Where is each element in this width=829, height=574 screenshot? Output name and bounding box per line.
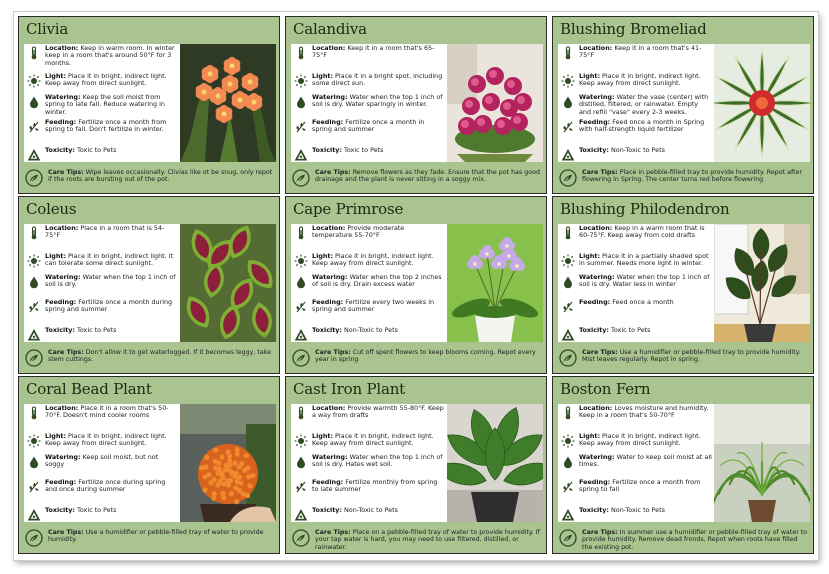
toxicity-value: Non-Toxic to Pets (611, 146, 665, 154)
sun-icon (27, 74, 41, 88)
location-label: Location: (45, 224, 79, 232)
feeding-value: Feed once a month (612, 298, 674, 306)
location-label: Location: (579, 404, 613, 412)
feeding-label: Feeding: (312, 478, 344, 486)
toxicity-label: Toxicity: (312, 506, 342, 514)
location-label: Location: (579, 44, 613, 52)
fertilizer-icon (294, 120, 308, 134)
leaf-tip-icon (559, 529, 577, 547)
watering-text (312, 274, 445, 289)
toxicity-label: Toxicity: (312, 326, 342, 334)
location-text (45, 45, 178, 67)
plant-card (18, 196, 280, 374)
plant-photo (714, 44, 810, 162)
care-tips-text (582, 349, 808, 364)
plant-card (18, 376, 280, 554)
fertilizer-icon (561, 120, 575, 134)
light-label: Light: (579, 432, 600, 440)
feeding-text (579, 479, 712, 494)
leaf-tip-icon (292, 169, 310, 187)
plant-name: Clivia (26, 20, 69, 38)
feeding-text (45, 119, 178, 134)
leaf-tip-icon (292, 529, 310, 547)
watering-value: Keep the soil moist from spring to late fall. Reduce watering in winter. (45, 93, 165, 116)
sun-icon (561, 434, 575, 448)
toxicity-label: Toxicity: (312, 146, 342, 154)
watering-label: Watering: (45, 93, 81, 101)
feeding-text (45, 299, 178, 314)
toxicity-label: Toxicity: (45, 326, 75, 334)
toxicity-text (312, 147, 445, 154)
care-info (24, 44, 180, 162)
care-tips-text (582, 169, 808, 184)
toxicity-label: Toxicity: (579, 506, 609, 514)
watering-text (312, 94, 445, 109)
sun-icon (294, 434, 308, 448)
plant-card (18, 16, 280, 194)
toxicity-value: Toxic to Pets (77, 506, 117, 514)
feeding-label: Feeding: (579, 478, 611, 486)
thermometer-icon (294, 406, 308, 420)
water-drop-icon (294, 275, 308, 289)
plant-card (285, 16, 547, 194)
light-value: Place it in a bright spot, including some direct sun. (312, 72, 443, 88)
card-body (24, 404, 276, 522)
tips-value: Remove flowers as they fade. Ensure that the pot has good drainage and the plant is never sitting in a soggy mix. (315, 169, 540, 184)
thermometer-icon (294, 46, 308, 60)
plant-card (552, 376, 814, 554)
care-info (24, 224, 180, 342)
care-info (291, 404, 447, 522)
toxicity-value: Non-Toxic to Pets (611, 506, 665, 514)
plant-name: Blushing Philodendron (560, 200, 730, 218)
tips-label: Care Tips: (582, 529, 618, 536)
care-info (24, 404, 180, 522)
toxicity-value: Toxic to Pets (77, 326, 117, 334)
location-value: Keep in warm room. In winter keep in a room that's around 50°F for 3 months. (45, 44, 175, 67)
location-label: Location: (312, 404, 346, 412)
plant-card (285, 376, 547, 554)
watering-label: Watering: (579, 453, 615, 461)
light-value: Place it in bright, indirect light. Keep away from direct sunlight. (579, 72, 701, 88)
feeding-value: Fertilize once during spring and once during summer (45, 478, 166, 494)
location-text (312, 225, 445, 240)
feeding-text (312, 479, 445, 494)
location-value: Place in a room that is 54-75°F (45, 224, 165, 240)
light-label: Light: (45, 72, 66, 80)
feeding-value: Fertilize once a month from spring to fall. Don't fertilize in winter. (45, 118, 167, 134)
card-body (558, 44, 810, 162)
fertilizer-icon (27, 480, 41, 494)
light-value: Place it in bright, indirect light. Keep away from direct sunlight. (579, 432, 701, 448)
sun-icon (561, 254, 575, 268)
tips-label: Care Tips: (48, 349, 84, 356)
light-value: Place it in bright, indirect light. It can tolerate some direct sunlight. (45, 252, 174, 268)
thermometer-icon (561, 406, 575, 420)
toxicity-icon (561, 508, 575, 522)
toxicity-label: Toxicity: (579, 326, 609, 334)
toxicity-icon (27, 328, 41, 342)
water-drop-icon (561, 275, 575, 289)
toxicity-text (579, 507, 712, 514)
tips-label: Care Tips: (315, 349, 351, 356)
feeding-text (579, 299, 712, 306)
sun-icon (27, 434, 41, 448)
care-tips-text (315, 529, 541, 551)
care-tips (291, 167, 543, 191)
feeding-value: Fertilize every two weeks in spring and summer (312, 298, 435, 314)
care-tips-text (48, 529, 274, 544)
care-info (558, 224, 714, 342)
fertilizer-icon (294, 300, 308, 314)
watering-label: Watering: (579, 273, 615, 281)
tips-value: Use a humidifier or pebble-filled tray to provide humidity. Mist leaves regularly. Repot in spring. (582, 349, 801, 364)
light-text (45, 73, 178, 88)
location-label: Location: (579, 224, 613, 232)
light-label: Light: (312, 72, 333, 80)
light-text (579, 433, 712, 448)
care-tips (291, 347, 543, 371)
care-info (291, 224, 447, 342)
water-drop-icon (561, 455, 575, 469)
card-body (558, 224, 810, 342)
plant-photo (447, 224, 543, 342)
plant-name: Cast Iron Plant (293, 380, 405, 398)
location-value: Keep in a warm room that is 60-75°F. Keep away from cold drafts (579, 224, 705, 240)
care-tips (558, 347, 810, 371)
toxicity-text (312, 327, 445, 334)
toxicity-value: Toxic to Pets (77, 146, 117, 154)
toxicity-value: Non-Toxic to Pets (344, 326, 398, 334)
watering-text (45, 274, 178, 289)
leaf-tip-icon (292, 349, 310, 367)
tips-value: In summer use a humidifier or pebble-filled tray of water to provide humidity. Remove dead fronds. Repot when roots have filled the existing pot. (582, 529, 808, 551)
thermometer-icon (561, 46, 575, 60)
watering-label: Watering: (312, 93, 348, 101)
care-tips (558, 527, 810, 551)
tips-label: Care Tips: (48, 529, 84, 536)
light-text (579, 73, 712, 88)
location-value: Keep it in a room that's 41-75°F (579, 44, 702, 60)
feeding-label: Feeding: (312, 298, 344, 306)
plant-name: Coral Bead Plant (26, 380, 152, 398)
toxicity-icon (561, 148, 575, 162)
care-info (291, 44, 447, 162)
tips-value: Use a humidifier or pebble-filled tray of water to provide humidity. (48, 529, 264, 544)
watering-label: Watering: (579, 93, 615, 101)
leaf-tip-icon (25, 529, 43, 547)
thermometer-icon (27, 406, 41, 420)
care-tips-text (48, 169, 274, 184)
toxicity-text (312, 507, 445, 514)
tips-value: Don't allow it to get waterlogged. If it becomes leggy, take stem cuttings. (48, 349, 271, 364)
watering-value: Water when the top 2 inches of soil is dry. Drain excess water (312, 273, 442, 289)
location-text (579, 45, 712, 60)
light-value: Place it in bright, indirect light. Keep away from direct sunlight. (312, 432, 434, 448)
toxicity-text (45, 507, 178, 514)
fertilizer-icon (27, 300, 41, 314)
feeding-text (45, 479, 178, 494)
watering-text (45, 454, 178, 469)
leaf-tip-icon (559, 169, 577, 187)
watering-text (312, 454, 445, 469)
thermometer-icon (27, 226, 41, 240)
watering-text (45, 94, 178, 116)
watering-value: Water the vase (center) with distilled, filtered, or rainwater. Empty and refill "vase" every 2-3 weeks. (579, 93, 709, 116)
location-label: Location: (312, 44, 346, 52)
care-tips (24, 347, 276, 371)
light-label: Light: (579, 72, 600, 80)
location-text (579, 225, 712, 240)
plant-name: Coleus (26, 200, 77, 218)
watering-label: Watering: (45, 273, 81, 281)
water-drop-icon (27, 95, 41, 109)
light-value: Place it in bright, indirect light. Keep away from direct sunlight. (45, 72, 167, 88)
watering-value: Keep soil moist, but not soggy (45, 453, 159, 469)
light-value: Place it in bright, indirect light. Keep away from direct sunlight. (312, 252, 434, 268)
location-text (45, 405, 178, 420)
thermometer-icon (294, 226, 308, 240)
plant-photo (714, 404, 810, 522)
plant-card (552, 196, 814, 374)
watering-label: Watering: (45, 453, 81, 461)
thermometer-icon (27, 46, 41, 60)
location-label: Location: (312, 224, 346, 232)
care-tips (291, 527, 543, 551)
plant-card (285, 196, 547, 374)
feeding-value: Feed once a month in Spring with half-strength liquid fertilizer (579, 118, 705, 134)
tips-label: Care Tips: (582, 349, 618, 356)
light-label: Light: (45, 252, 66, 260)
card-body (291, 224, 543, 342)
fertilizer-icon (561, 300, 575, 314)
light-label: Light: (312, 252, 333, 260)
location-label: Location: (45, 44, 79, 52)
toxicity-value: Toxic to Pets (611, 326, 651, 334)
watering-text (579, 274, 712, 289)
thermometer-icon (561, 226, 575, 240)
plant-card (552, 16, 814, 194)
feeding-text (312, 119, 445, 134)
care-tips-text (315, 169, 541, 184)
card-body (291, 44, 543, 162)
toxicity-icon (27, 148, 41, 162)
watering-value: Water to keep soil moist at all times. (579, 453, 712, 469)
card-body (291, 404, 543, 522)
plant-name: Boston Fern (560, 380, 651, 398)
location-text (45, 225, 178, 240)
watering-value: Water when the top 1 inch of soil is dry. Hates wet soil. (312, 453, 443, 469)
feeding-label: Feeding: (45, 298, 77, 306)
plant-photo (447, 404, 543, 522)
watering-text (579, 454, 712, 469)
care-tips-text (582, 529, 808, 551)
location-value: Provide warmth 55-80°F. Keep a way from drafts (312, 404, 444, 420)
toxicity-icon (294, 328, 308, 342)
watering-label: Watering: (312, 453, 348, 461)
leaf-tip-icon (25, 169, 43, 187)
location-text (579, 405, 712, 420)
tips-label: Care Tips: (48, 169, 84, 176)
watering-text (579, 94, 712, 116)
feeding-label: Feeding: (45, 478, 77, 486)
light-label: Light: (45, 432, 66, 440)
card-body (24, 44, 276, 162)
plant-photo (180, 44, 276, 162)
location-value: Provide moderate temperature 55-70°F (312, 224, 405, 240)
leaf-tip-icon (559, 349, 577, 367)
care-tips (24, 527, 276, 551)
care-tips-text (48, 349, 274, 364)
card-body (24, 224, 276, 342)
toxicity-icon (27, 508, 41, 522)
fertilizer-icon (294, 480, 308, 494)
water-drop-icon (561, 95, 575, 109)
tips-label: Care Tips: (315, 529, 351, 536)
fertilizer-icon (561, 480, 575, 494)
feeding-label: Feeding: (312, 118, 344, 126)
location-value: Loves moisture and humidity. Keep in a room that's 50-70°F (579, 404, 709, 420)
fertilizer-icon (27, 120, 41, 134)
location-value: Keep it in a room that's 65-75°F (312, 44, 435, 60)
location-label: Location: (45, 404, 79, 412)
sun-icon (27, 254, 41, 268)
tips-value: Place in pebble-filled tray to provide humidity. Repot after flowering in Spring. The center turns red before flowering (582, 169, 802, 184)
care-tips (24, 167, 276, 191)
care-tips-text (315, 349, 541, 364)
feeding-label: Feeding: (579, 298, 611, 306)
feeding-text (579, 119, 712, 134)
watering-label: Watering: (312, 273, 348, 281)
feeding-label: Feeding: (45, 118, 77, 126)
feeding-label: Feeding: (579, 118, 611, 126)
light-text (312, 73, 445, 88)
card-body (558, 404, 810, 522)
plant-name: Blushing Bromeliad (560, 20, 707, 38)
tips-value: Place on a pebble-filled tray of water to provide humidity. If your tap water is hard, you may need to use filtered, distilled, or rainwater. (315, 529, 540, 551)
toxicity-label: Toxicity: (45, 146, 75, 154)
toxicity-text (45, 327, 178, 334)
light-text (45, 253, 178, 268)
plant-photo (180, 224, 276, 342)
tips-label: Care Tips: (315, 169, 351, 176)
plant-photo (714, 224, 810, 342)
feeding-value: Fertilize once a month from spring to fall (579, 478, 701, 494)
light-text (312, 253, 445, 268)
light-text (45, 433, 178, 448)
sun-icon (294, 254, 308, 268)
toxicity-icon (294, 148, 308, 162)
toxicity-text (45, 147, 178, 154)
plant-photo (180, 404, 276, 522)
plant-photo (447, 44, 543, 162)
light-label: Light: (579, 252, 600, 260)
leaf-tip-icon (25, 349, 43, 367)
tips-value: Cut off spent flowers to keep blooms coming. Repot every year in spring (315, 349, 536, 364)
toxicity-text (579, 327, 712, 334)
toxicity-label: Toxicity: (579, 146, 609, 154)
feeding-value: Fertilize monthly from spring to late summer (312, 478, 438, 494)
location-value: Place it in a room that's 50-70°F. Doesn't mind cooler rooms (45, 404, 169, 420)
toxicity-text (579, 147, 712, 154)
watering-value: Water when the top 1 inch of soil is dry. Water sparingly in winter. (312, 93, 443, 109)
sun-icon (294, 74, 308, 88)
tips-label: Care Tips: (582, 169, 618, 176)
tips-value: Wipe leaves occasionally. Clivias like ot be snug, only repot if the roots are bursting out of the pot. (48, 169, 273, 184)
light-text (312, 433, 445, 448)
plant-name: Calandiva (293, 20, 367, 38)
toxicity-icon (294, 508, 308, 522)
watering-value: Water when the top 1 inch of soil is dry. Water less in winter (579, 273, 710, 289)
care-info (558, 44, 714, 162)
water-drop-icon (27, 455, 41, 469)
plant-name: Cape Primrose (293, 200, 404, 218)
toxicity-value: Toxic to Pets (344, 146, 384, 154)
care-tips (558, 167, 810, 191)
toxicity-label: Toxicity: (45, 506, 75, 514)
light-value: Place it in bright, indirect light. Keep away from direct sunlight. (45, 432, 167, 448)
sun-icon (561, 74, 575, 88)
location-text (312, 405, 445, 420)
toxicity-value: Non-Toxic to Pets (344, 506, 398, 514)
toxicity-icon (561, 328, 575, 342)
location-text (312, 45, 445, 60)
feeding-text (312, 299, 445, 314)
water-drop-icon (294, 455, 308, 469)
feeding-value: Fertilize once a month in spring and summer (312, 118, 425, 134)
light-value: Place it in a partially shaded spot in summer. Needs more light in winter. (579, 252, 709, 268)
light-label: Light: (312, 432, 333, 440)
care-info (558, 404, 714, 522)
feeding-value: Fertilize once a month during spring and summer (45, 298, 173, 314)
water-drop-icon (294, 95, 308, 109)
water-drop-icon (27, 275, 41, 289)
watering-value: Water when the top 1 inch of soil is dry. (45, 273, 176, 289)
light-text (579, 253, 712, 268)
